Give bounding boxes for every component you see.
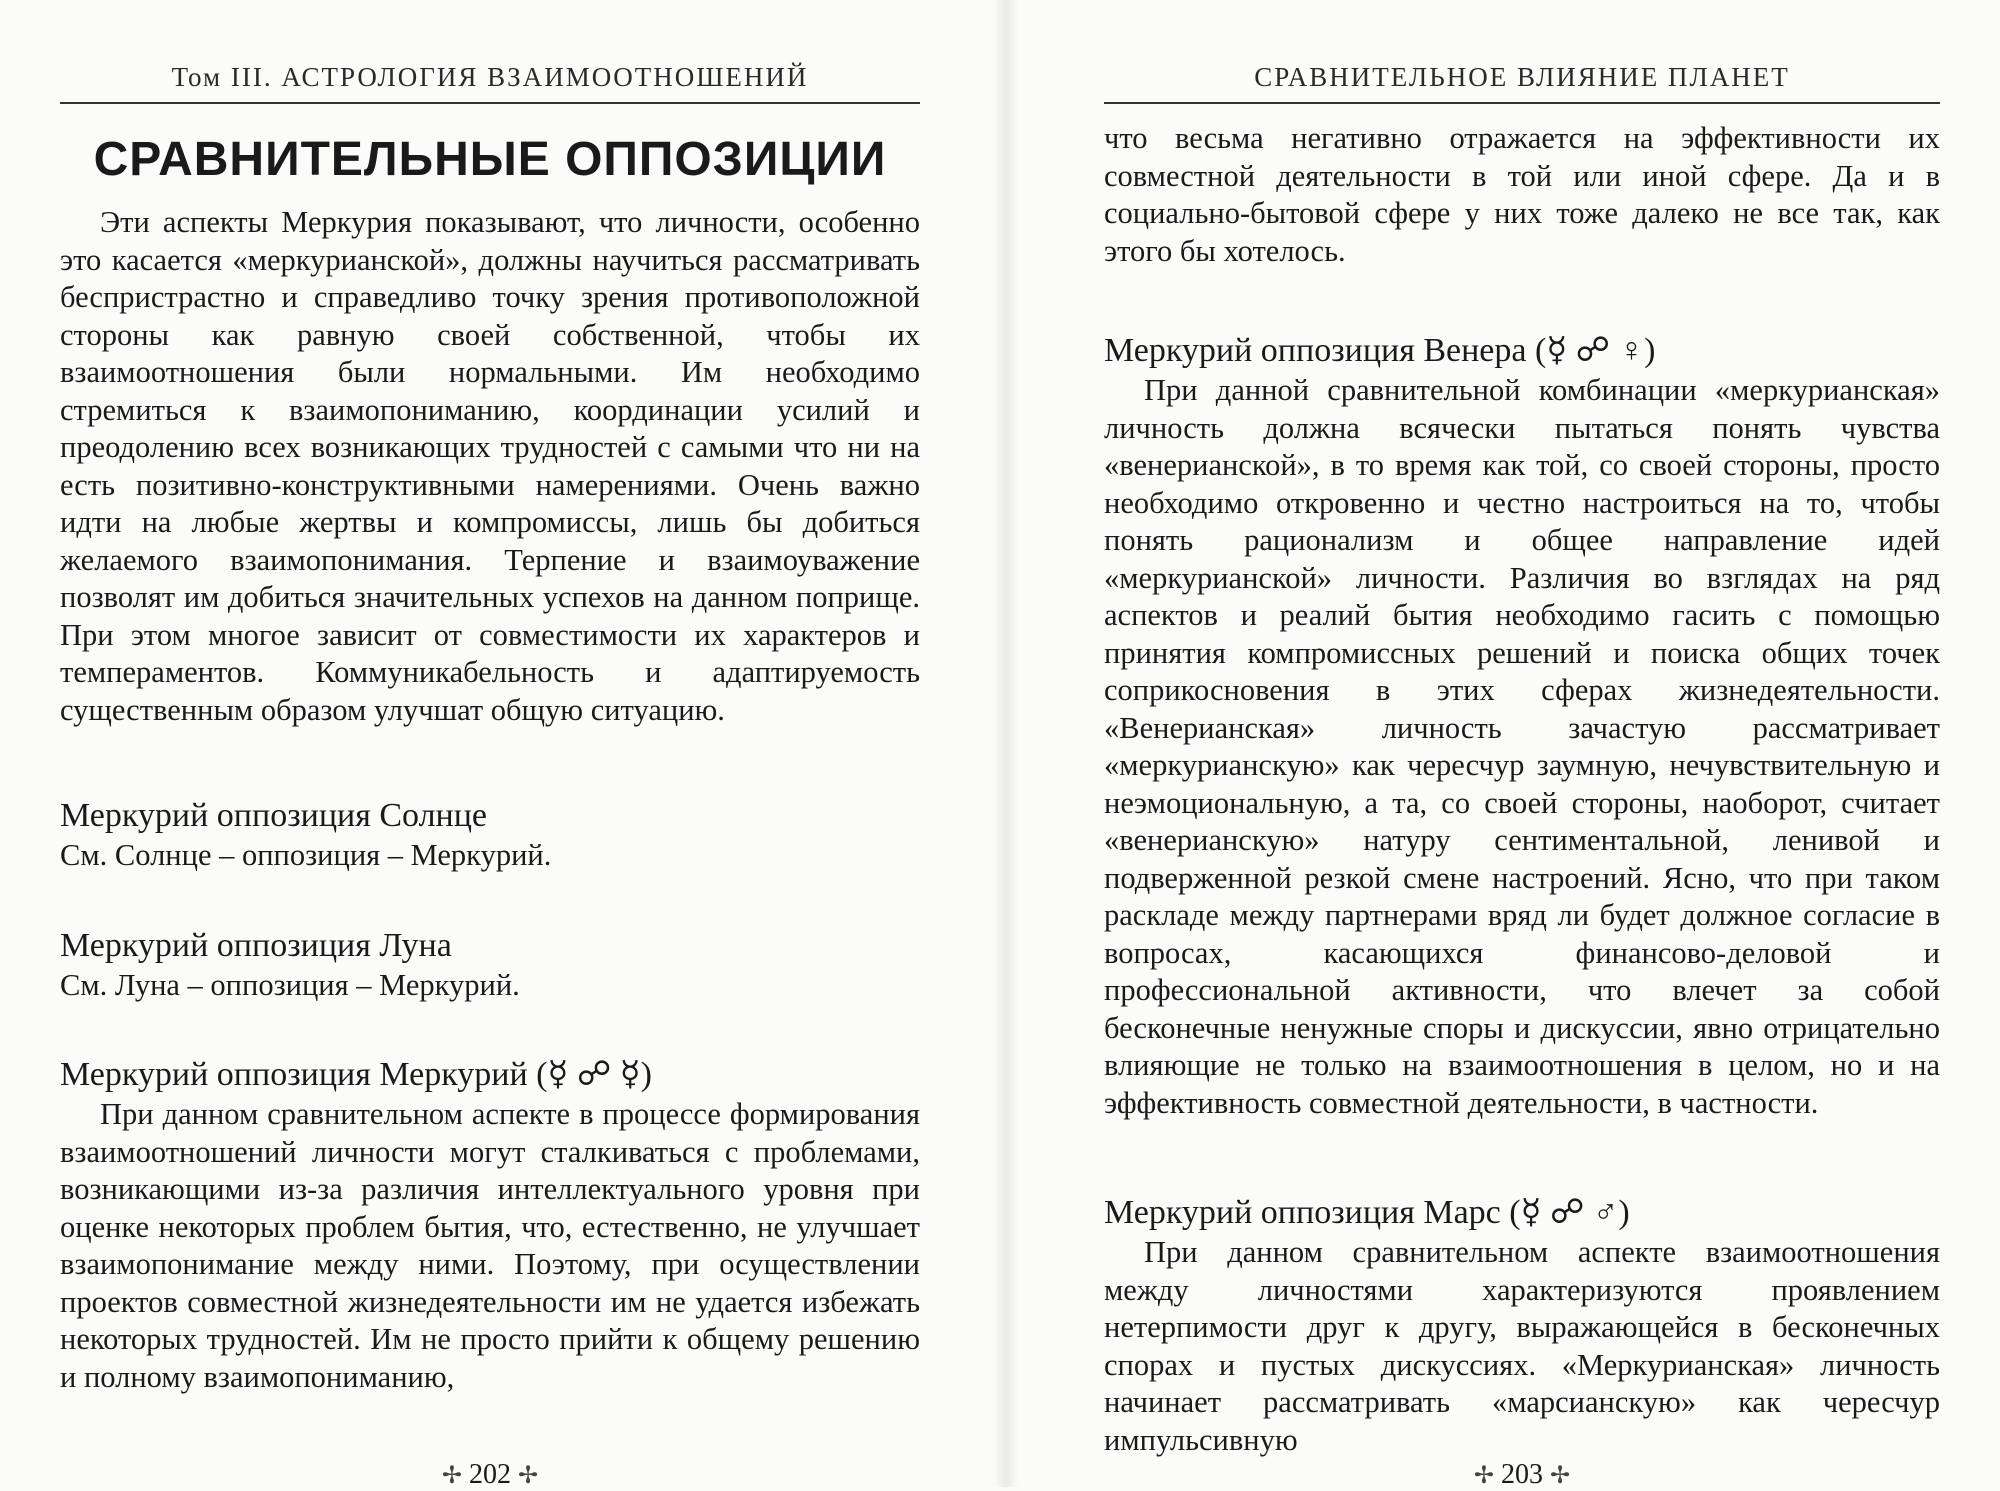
intro-paragraph: Эти аспекты Меркурия показывают, что личности, особенно это касается «меркурианской», должны научиться рассматривать беспристрастно и справедливо точку зрения противоположной стороны как равную своей собственной, чтобы их взаимоотношения были нормальными. Им необходимо стремиться к взаимопониманию, координации усилий и преодолению всех возникающих трудностей с самыми что ни на есть позитивно-конструктивными намерениями. Очень важно идти на любые жертвы и компромиссы, лишь бы добиться желаемого взаимопонимания. Терпение и взаимоуважение позволят им добиться значительных успехов на данном поприще. При этом многое зависит от совместимости их характеров и темпераментов. Коммуникабельность и адаптируемость существенным образом улучшат общую ситуацию.: [60, 205, 920, 727]
page-number: [60, 1460, 920, 1491]
ornament-icon: ✢: [518, 1463, 539, 1489]
section-paragraph: При данном сравнительном аспекте взаимоотношения между личностями характеризуются проявлением нетерпимости друг к другу, выражающейся в бесконечных спорах и пустых дискуссиях. «Меркурианская» личность начинает рассматривать «марсианскую» как чересчур импульсивную: [1104, 1235, 1940, 1457]
continuation-paragraph: что весьма негативно отражается на эффективности их совместной деятельности в той или иной сфере. Да и в социально-бытовой сфере у них тоже далеко не все так, как этого бы хотелось.: [1104, 121, 1940, 268]
page-number-value: 202: [469, 1459, 511, 1490]
section-heading-sun: Меркурий оппозиция Солнце: [60, 797, 488, 834]
running-head: СРАВНИТЕЛЬНОЕ ВЛИЯНИЕ ПЛАНЕТ: [1254, 62, 1790, 92]
header-rule: [1104, 102, 1940, 104]
section-paragraph: При данном сравнительном аспекте в процессе формирования взаимоотношений личности могут сталкиваться с проблемами, возникающими из-за различия интеллектуального уровня при оценке некоторых проблем бытия, что, естественно, не улучшает взаимопонимание между ними. Поэтому, при осуществлении проектов совместной жизнедеятельности им не удается избежать некоторых трудностей. Им не просто прийти к общему решению и полному взаимопониманию,: [60, 1097, 920, 1394]
cross-reference: См. Солнце – оппозиция – Меркурий.: [60, 838, 552, 872]
running-head: Том III. АСТРОЛОГИЯ ВЗАИМООТНОШЕНИЙ: [171, 62, 809, 92]
ornament-icon: ✢: [1550, 1463, 1571, 1489]
section-heading-mercury: Меркурий оппозиция Меркурий (☿ ☍ ☿): [60, 1056, 652, 1093]
section-heading-mars: Меркурий оппозиция Марс (☿ ☍ ♂): [1104, 1194, 1630, 1231]
section-paragraph: При данной сравнительной комбинации «меркурианская» личность должна всячески пытаться понять чувства «венерианской», в то время как той, со своей стороны, просто необходимо откровенно и честно настроиться на то, чтобы понять рационализм и общее направление идей «меркурианской» личности. Различия во взглядах на ряд аспектов и реалий бытия необходимо гасить с помощью принятия компромиссных решений и поиска общих точек соприкосновения в этих сферах жизнедеятельности. «Венерианская» личность зачастую рассматривает «меркурианскую» как чересчур заумную, нечувствительную и неэмоциональную, а та, со своей стороны, наоборот, считает «венерианскую» натуру сентиментальной, ленивой и подверженной резкой смене настроений. Ясно, что при таком раскладе между партнерами вряд ли будет должное согласие в вопросах, касающихся финансово-деловой и профессиональной активности, что влечет за собой бесконечные ненужные споры и дискуссии, явно отрицательно влияющие не только на взаимоотношения в целом, но и на эффективность совместной деятельности, в частности.: [1104, 373, 1940, 1120]
section-heading-venus: Меркурий оппозиция Венера (☿ ☍ ♀): [1104, 332, 1656, 369]
ornament-icon: ✢: [441, 1463, 462, 1489]
page-number: [1104, 1460, 1940, 1491]
book-gutter: [994, 0, 1018, 1487]
header-rule: [60, 102, 920, 104]
ornament-icon: ✢: [1473, 1463, 1494, 1489]
section-heading-moon: Меркурий оппозиция Луна: [60, 926, 452, 964]
right-page: [1104, 0, 1940, 1490]
chapter-title: СРАВНИТЕЛЬНЫЕ ОППОЗИЦИИ: [93, 133, 887, 186]
left-page-body: [60, 120, 920, 1396]
cross-reference: См. Луна – оппозиция – Меркурий.: [60, 967, 520, 1002]
left-page: [60, 0, 920, 1490]
page-number-value: 203: [1501, 1459, 1543, 1490]
right-page-body: [1104, 120, 1940, 1459]
